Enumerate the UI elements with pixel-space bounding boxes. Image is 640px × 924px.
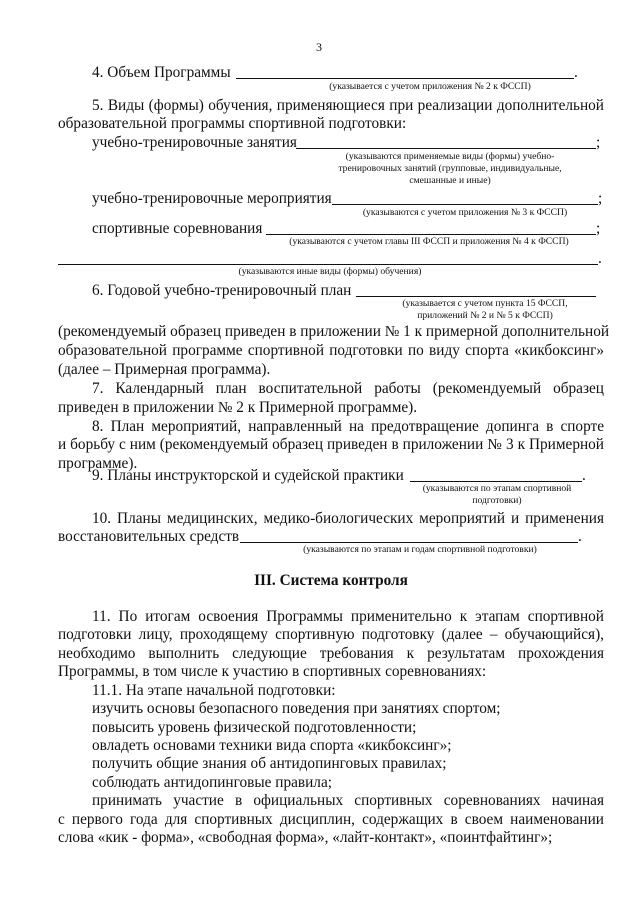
training-events-blank-line	[332, 204, 598, 205]
training-sessions-blank-line	[296, 148, 596, 149]
requirement-6-line-1: принимать участие в официальных спортивных соревнованиях начиная	[92, 792, 604, 809]
training-sessions-label: учебно-тренировочные занятия	[92, 134, 297, 151]
item-7-line-2: приведен в приложении № 2 к Примерной программе).	[58, 399, 418, 416]
item-10-end-dot: .	[578, 528, 582, 545]
competitions-label: спортивные соревнования	[92, 220, 263, 237]
item-10-line-1: 10. Планы медицинских, медико-биологических мероприятий и применения	[92, 510, 604, 527]
item-6-note-line-2: образовательной программе спортивной подготовки по виду спорта «кикбоксинг»	[58, 342, 604, 359]
item-4-hint: (указывается с учетом приложения № 2 к ФССП)	[329, 81, 531, 92]
item-9-end-dot: .	[582, 467, 586, 484]
item-8-line-3: программе).	[58, 455, 138, 472]
item-5-line-2: образовательной программы спортивной подготовки:	[58, 115, 407, 132]
requirement-1: изучить основы безопасного поведения при занятиях спортом;	[92, 700, 501, 717]
competitions-hint: (указываются с учетом главы III ФССП и приложения № 4 к ФССП)	[289, 236, 569, 247]
section-3-heading: III. Система контроля	[254, 572, 408, 589]
competitions-semicolon: ;	[596, 220, 601, 237]
item-7-line-1: 7. Календарный план воспитательной работы (рекомендуемый образец	[92, 380, 604, 397]
competitions-blank-line	[266, 234, 596, 235]
item-6-hint-1: (указывается с учетом пункта 15 ФССП,	[402, 298, 568, 309]
item-10-hint: (указываются по этапам и годам спортивной подготовки)	[303, 544, 537, 555]
item-8-line-1: 8. План мероприятий, направленный на предотвращение допинга в спорте	[92, 418, 604, 435]
item-11-1-heading: 11.1. На этапе начальной подготовки:	[92, 682, 336, 699]
training-events-semicolon: ;	[598, 190, 603, 207]
item-6-label: 6. Годовой учебно-тренировочный план	[92, 282, 352, 299]
item-6-note-line-3: (далее – Примерная программа).	[58, 361, 271, 378]
training-sessions-hint-2: тренировочных занятий (групповые, индивидуальные,	[338, 163, 562, 174]
item-11-line-4: Программы, в том числе к участию в спортивных соревнованиях:	[58, 663, 487, 680]
item-6-blank-line	[356, 296, 596, 297]
training-events-label: учебно-тренировочные мероприятия	[92, 190, 332, 207]
other-forms-end-dot: .	[598, 250, 602, 267]
other-forms-hint: (указываются иные виды (формы) обучения)	[238, 266, 422, 277]
requirement-6-line-2: с первого года для спортивных дисциплин, содержащих в своем наименовании	[58, 811, 604, 828]
training-sessions-hint-3: смешанные и иные)	[409, 175, 491, 186]
item-9-hint-2: подготовки)	[472, 495, 522, 506]
item-11-line-2: подготовки лицу, проходящему спортивную подготовку (далее – обучающийся),	[58, 626, 604, 643]
requirement-4: получить общие знания об антидопинговых правилах;	[92, 755, 447, 772]
training-sessions-semicolon: ;	[596, 134, 601, 151]
item-9-blank-line	[410, 481, 582, 482]
requirement-2: повысить уровень физической подготовленности;	[92, 719, 417, 736]
item-9-label: 9. Планы инструкторской и судейской практики	[92, 467, 404, 484]
page-number: 3	[316, 40, 322, 54]
training-events-hint: (указываются с учетом приложения № 3 к ФССП)	[362, 207, 568, 218]
requirement-3: овладеть основами техники вида спорта «кикбоксинг»;	[92, 737, 452, 754]
item-6-hint-2: приложений № 2 и № 5 к ФССП)	[417, 310, 553, 321]
other-forms-blank-line	[58, 264, 598, 265]
item-8-line-2: и борьбу с ним (рекомендуемый образец приведен в приложении № 3 к Примерной	[58, 436, 604, 453]
item-10-blank-line	[240, 542, 578, 543]
item-4-label: 4. Объем Программы	[92, 64, 231, 81]
item-4-end-dot: .	[574, 64, 578, 81]
item-10-line-2: восстановительных средств	[58, 528, 240, 545]
requirement-5: соблюдать антидопинговые правила;	[92, 774, 332, 791]
requirement-6-line-3: слова «кик - форма», «свободная форма», «лайт-контакт», «поинтфайтинг»;	[58, 829, 553, 846]
item-5-line-1: 5. Виды (формы) обучения, применяющиеся при реализации дополнительной	[92, 97, 604, 114]
item-4-blank-line	[236, 78, 574, 79]
item-9-hint-1: (указываются по этапам спортивной	[422, 483, 572, 494]
item-6-note-line-1: (рекомендуемый образец приведен в приложении № 1 к примерной дополнительной	[58, 323, 610, 340]
item-11-line-1: 11. По итогам освоения Программы применительно к этапам спортивной	[92, 608, 604, 625]
training-sessions-hint-1: (указываются применяемые виды (формы) учебно-	[345, 151, 555, 162]
item-11-line-3: необходимо выполнить следующие требования к результатам прохождения	[58, 645, 604, 662]
